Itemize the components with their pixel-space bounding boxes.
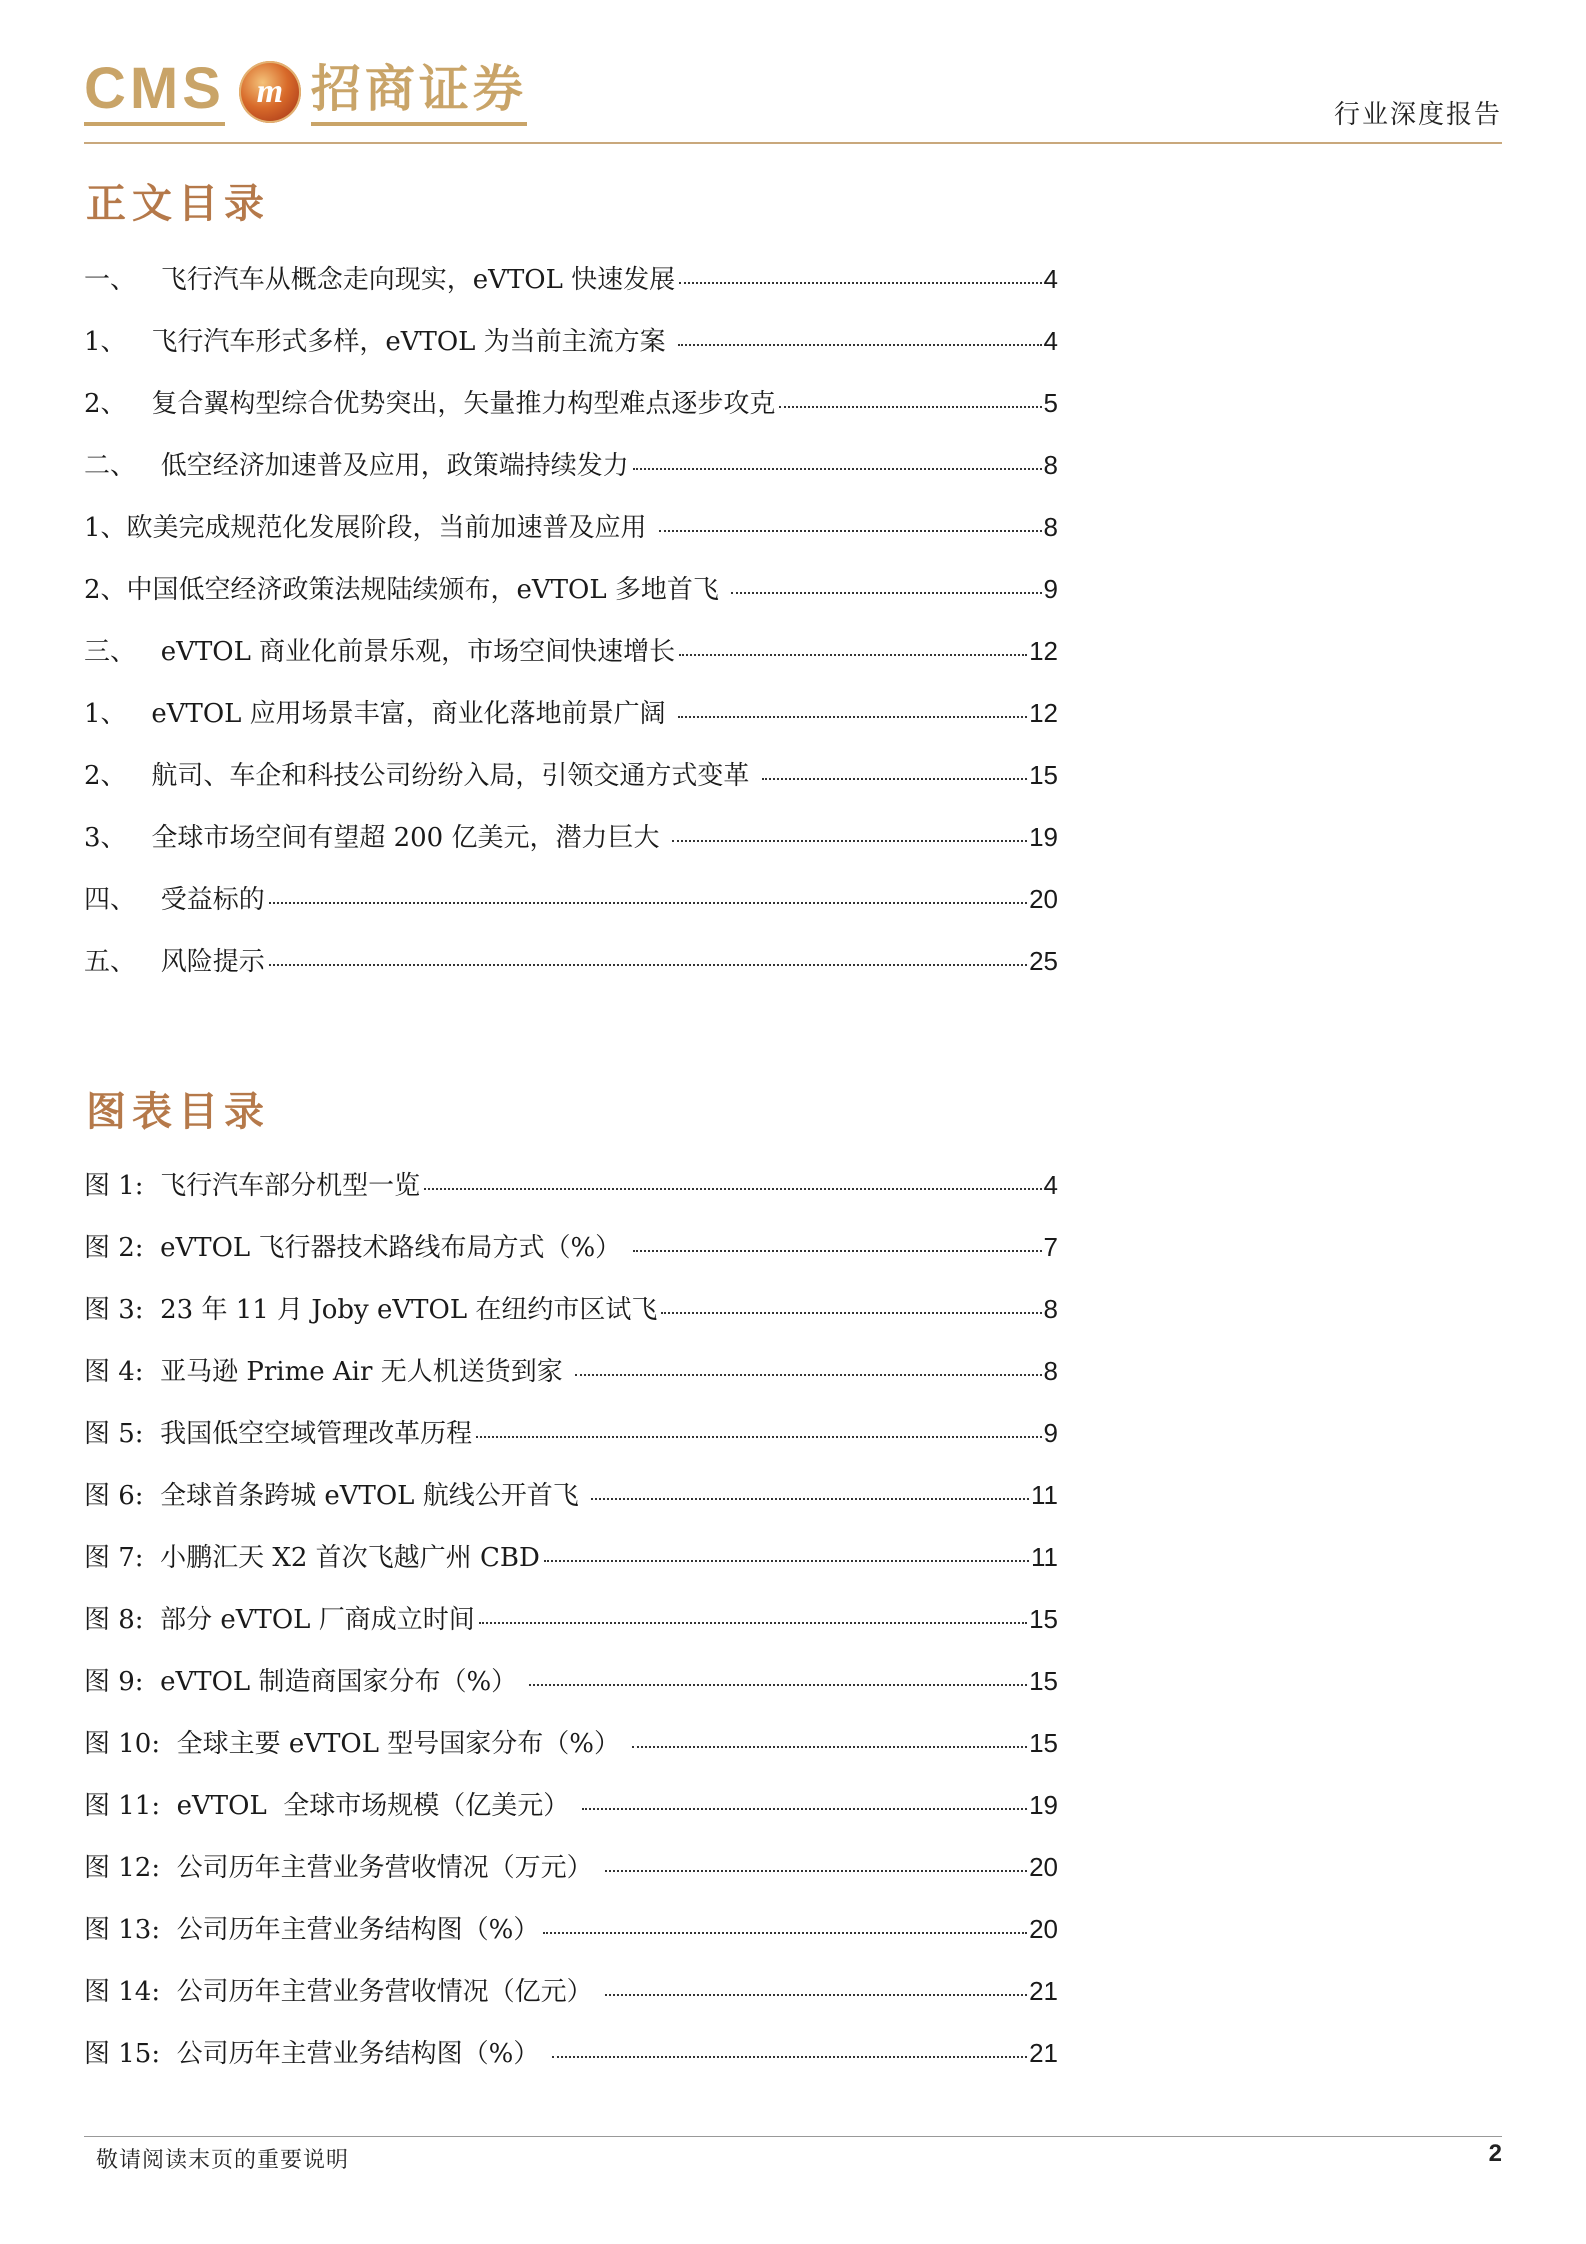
- header-divider: [84, 142, 1502, 144]
- logo-chinese-name: 招商证券: [311, 58, 527, 126]
- logo-emblem-icon: m: [239, 61, 301, 123]
- dot-leader: [269, 964, 1027, 966]
- figure-entry-label[interactable]: 图 10: 全球主要 eVTOL 型号国家分布（%）: [84, 1729, 629, 1759]
- figure-entry-page-number: 8: [1043, 1294, 1058, 1324]
- toc-entry-page-number: 9: [1043, 574, 1058, 604]
- page-number: 2: [1488, 2140, 1502, 2167]
- toc-entry[interactable]: [84, 698, 1058, 760]
- toc-entry-page-number: 15: [1029, 760, 1058, 790]
- figure-entry-page-number: 15: [1029, 1666, 1058, 1696]
- figure-entry[interactable]: [84, 1604, 1058, 1666]
- figure-entry-label[interactable]: 图 4: 亚马逊 Prime Air 无人机送货到家: [84, 1357, 571, 1387]
- toc-entry-label[interactable]: 2、 复合翼构型综合优势突出，矢量推力构型难点逐步攻克: [84, 389, 776, 419]
- figure-entry[interactable]: [84, 1728, 1058, 1790]
- dot-leader: [605, 1994, 1027, 1996]
- toc-entry-page-number: 5: [1043, 388, 1058, 418]
- figure-entry[interactable]: [84, 1790, 1058, 1852]
- dot-leader: [678, 716, 1027, 718]
- figure-entry-label[interactable]: 图 13: 公司历年主营业务结构图（%）: [84, 1915, 540, 1945]
- figures-list: [84, 1170, 1058, 2100]
- figure-entry-label[interactable]: 图 1: 飞行汽车部分机型一览: [84, 1171, 421, 1201]
- toc-entry[interactable]: [84, 450, 1058, 512]
- toc-entry-label[interactable]: 五、 风险提示: [84, 947, 265, 977]
- toc-entry[interactable]: [84, 388, 1058, 450]
- figure-entry-page-number: 11: [1031, 1542, 1058, 1572]
- dot-leader: [269, 902, 1027, 904]
- figure-entry[interactable]: [84, 1418, 1058, 1480]
- dot-leader: [552, 2056, 1027, 2058]
- figure-entry[interactable]: [84, 1666, 1058, 1728]
- figure-entry[interactable]: [84, 1480, 1058, 1542]
- figure-entry-label[interactable]: 图 15: 公司历年主营业务结构图（%）: [84, 2039, 548, 2069]
- figure-entry[interactable]: [84, 1356, 1058, 1418]
- toc-entry[interactable]: [84, 760, 1058, 822]
- toc-entry-label[interactable]: 2、中国低空经济政策法规陆续颁布，eVTOL 多地首飞: [84, 575, 728, 605]
- toc-entry-page-number: 12: [1029, 636, 1058, 666]
- toc-entry[interactable]: [84, 326, 1058, 388]
- toc-entry-page-number: 12: [1029, 698, 1058, 728]
- toc-entry-label[interactable]: 一、 飞行汽车从概念走向现实，eVTOL 快速发展: [84, 265, 676, 295]
- figure-entry[interactable]: [84, 1294, 1058, 1356]
- dot-leader: [661, 1312, 1041, 1314]
- figure-entry-label[interactable]: 图 9: eVTOL 制造商国家分布（%）: [84, 1667, 526, 1697]
- dot-leader: [582, 1808, 1028, 1810]
- toc-entry-label[interactable]: 3、 全球市场空间有望超 200 亿美元，潜力巨大: [84, 823, 668, 853]
- toc-entry-label[interactable]: 四、 受益标的: [84, 885, 265, 915]
- toc-entry-page-number: 8: [1043, 512, 1058, 542]
- figure-entry-page-number: 19: [1029, 1790, 1058, 1820]
- figure-entry[interactable]: [84, 1852, 1058, 1914]
- dot-leader: [731, 592, 1041, 594]
- company-logo: [84, 52, 527, 132]
- dot-leader: [632, 1746, 1027, 1748]
- dot-leader: [479, 1622, 1027, 1624]
- figure-entry-page-number: 15: [1029, 1604, 1058, 1634]
- toc-entry-page-number: 25: [1029, 946, 1058, 976]
- dot-leader: [633, 1250, 1041, 1252]
- figure-entry[interactable]: [84, 2038, 1058, 2100]
- figure-entry-page-number: 7: [1043, 1232, 1058, 1262]
- toc-entry-label[interactable]: 1、 飞行汽车形式多样，eVTOL 为当前主流方案: [84, 327, 674, 357]
- dot-leader: [679, 282, 1041, 284]
- dot-leader: [762, 778, 1027, 780]
- toc-entry-page-number: 4: [1043, 264, 1058, 294]
- dot-leader: [476, 1436, 1041, 1438]
- dot-leader: [575, 1374, 1042, 1376]
- figure-entry[interactable]: [84, 1914, 1058, 1976]
- dot-leader: [679, 654, 1027, 656]
- figure-entry-label[interactable]: 图 8: 部分 eVTOL 厂商成立时间: [84, 1605, 475, 1635]
- toc-title: 正文目录: [86, 180, 270, 227]
- footer-divider: [84, 2136, 1502, 2137]
- dot-leader: [544, 1560, 1029, 1562]
- toc-entry[interactable]: [84, 512, 1058, 574]
- toc-entry-page-number: 4: [1043, 326, 1058, 356]
- figure-entry-page-number: 20: [1029, 1852, 1058, 1882]
- toc-entry-label[interactable]: 二、 低空经济加速普及应用，政策端持续发力: [84, 451, 629, 481]
- footer-disclaimer: 敬请阅读末页的重要说明: [96, 2148, 350, 2173]
- toc-entry-page-number: 19: [1029, 822, 1058, 852]
- toc-entry-label[interactable]: 2、 航司、车企和科技公司纷纷入局，引领交通方式变革: [84, 761, 758, 791]
- toc-entry[interactable]: [84, 884, 1058, 946]
- dot-leader: [659, 530, 1042, 532]
- figure-entry-page-number: 11: [1031, 1480, 1058, 1510]
- figure-entry-page-number: 9: [1043, 1418, 1058, 1448]
- toc-entry-label[interactable]: 1、欧美完成规范化发展阶段，当前加速普及应用: [84, 513, 655, 543]
- toc-entry-label[interactable]: 三、 eVTOL 商业化前景乐观，市场空间快速增长: [84, 637, 676, 667]
- figure-entry-page-number: 21: [1029, 1976, 1058, 2006]
- dot-leader: [543, 1932, 1027, 1934]
- toc-list: [84, 264, 1058, 1008]
- figure-entry-label[interactable]: 图 7: 小鹏汇天 X2 首次飞越广州 CBD: [84, 1543, 540, 1573]
- dot-leader: [424, 1188, 1041, 1190]
- logo-wordmark: CMS: [84, 58, 225, 126]
- figure-entry-label[interactable]: 图 12: 公司历年主营业务营收情况（万元）: [84, 1853, 601, 1883]
- figure-entry[interactable]: [84, 1542, 1058, 1604]
- figure-entry-label[interactable]: 图 14: 公司历年主营业务营收情况（亿元）: [84, 1977, 601, 2007]
- toc-entry[interactable]: [84, 946, 1058, 1008]
- figure-entry[interactable]: [84, 1232, 1058, 1294]
- dot-leader: [529, 1684, 1027, 1686]
- dot-leader: [779, 406, 1041, 408]
- figure-entry-label[interactable]: 图 6: 全球首条跨城 eVTOL 航线公开首飞: [84, 1481, 587, 1511]
- figure-entry-page-number: 15: [1029, 1728, 1058, 1758]
- page-header: [84, 52, 1502, 148]
- figure-entry-label[interactable]: 图 2: eVTOL 飞行器技术路线布局方式（%）: [84, 1233, 630, 1263]
- figure-entry-label[interactable]: 图 5: 我国低空空域管理改革历程: [84, 1419, 473, 1449]
- toc-entry-page-number: 8: [1043, 450, 1058, 480]
- figure-entry-page-number: 20: [1029, 1914, 1058, 1944]
- toc-entry[interactable]: [84, 822, 1058, 884]
- figure-entry-page-number: 4: [1043, 1170, 1058, 1200]
- dot-leader: [591, 1498, 1029, 1500]
- figure-entry-label[interactable]: 图 3: 23 年 11 月 Joby eVTOL 在纽约市区试飞: [84, 1295, 658, 1325]
- figures-title: 图表目录: [86, 1088, 270, 1135]
- figure-entry[interactable]: [84, 1170, 1058, 1232]
- figure-entry-page-number: 8: [1043, 1356, 1058, 1386]
- toc-entry[interactable]: [84, 574, 1058, 636]
- dot-leader: [633, 468, 1042, 470]
- toc-entry-label[interactable]: 1、 eVTOL 应用场景丰富，商业化落地前景广阔: [84, 699, 674, 729]
- toc-entry-page-number: 20: [1029, 884, 1058, 914]
- figure-entry-label[interactable]: 图 11: eVTOL 全球市场规模（亿美元）: [84, 1791, 578, 1821]
- report-type-label: 行业深度报告: [1333, 100, 1502, 130]
- toc-entry[interactable]: [84, 264, 1058, 326]
- figure-entry-page-number: 21: [1029, 2038, 1058, 2068]
- dot-leader: [605, 1870, 1027, 1872]
- figure-entry[interactable]: [84, 1976, 1058, 2038]
- dot-leader: [678, 344, 1042, 346]
- toc-entry[interactable]: [84, 636, 1058, 698]
- dot-leader: [672, 840, 1027, 842]
